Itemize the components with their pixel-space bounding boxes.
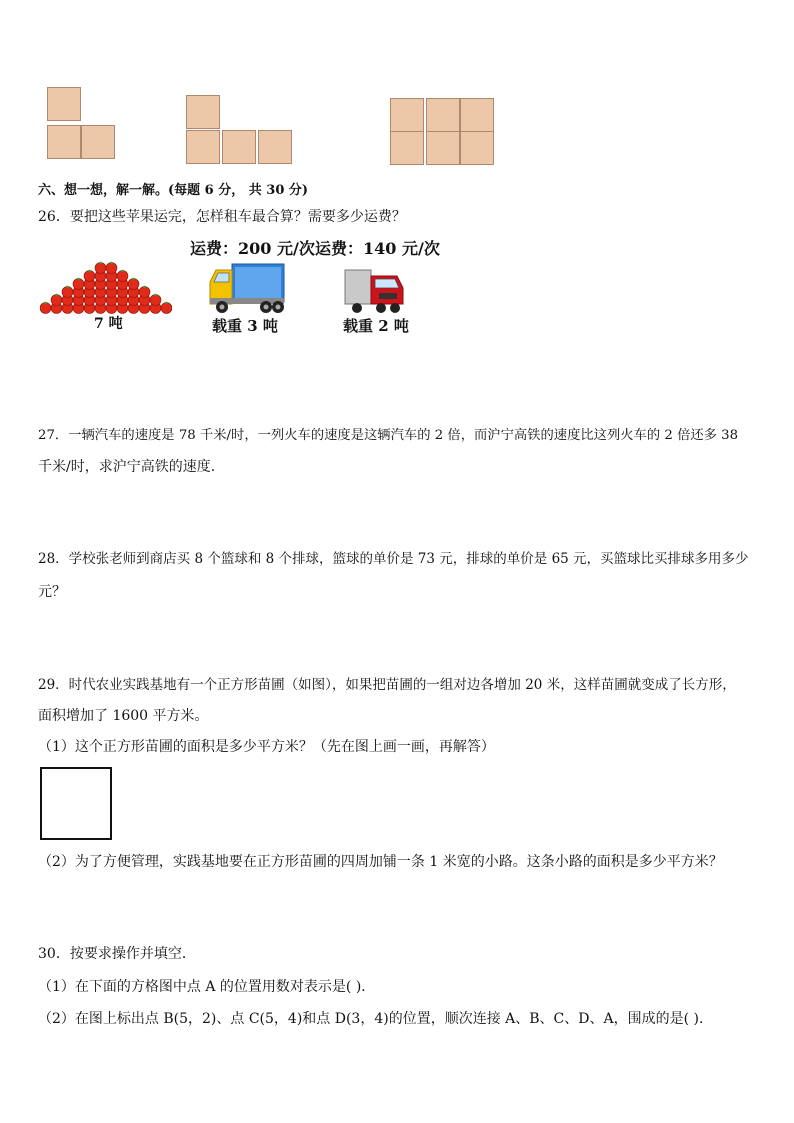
apple-leaf-icon [143, 286, 146, 289]
cube [186, 95, 220, 129]
truck-b-capacity-label: 载重 2 吨 [343, 317, 409, 335]
apples-weight-label: 7 吨 [94, 316, 123, 332]
cube [390, 131, 424, 165]
red-truck-image [343, 266, 407, 316]
truck-a-capacity-label: 载重 3 吨 [212, 317, 278, 335]
apple-leaf-icon [66, 286, 69, 289]
cube [460, 131, 494, 165]
apple-leaf-icon [154, 294, 157, 297]
question-28-line-1: 28．学校张老师到商店买 8 个篮球和 8 个排球，篮球的单价是 73 元，排球的单价是 65 元，买篮球比买排球多用多少 [38, 551, 749, 567]
yellow-truck-image [208, 262, 286, 317]
apple-leaf-icon [132, 278, 135, 281]
apple-leaf-icon [165, 302, 168, 305]
cube [186, 130, 220, 164]
question-30: 30．按要求操作并填空． [38, 946, 196, 962]
cube [222, 130, 256, 164]
question-27-line-1: 27．一辆汽车的速度是 78 千米/时，一列火车的速度是这辆汽车的 2 倍，而沪宁高铁的速度比这列火车的 2 倍还多 38 [38, 428, 739, 443]
question-26: 26．要把这些苹果运完，怎样租车最合算？需要多少运费？ [38, 209, 406, 225]
apple-pile-image [40, 258, 172, 314]
cube [47, 87, 81, 121]
apple-leaf-icon [99, 262, 102, 265]
fee-truck-b: 运费：140 元/次 [315, 239, 440, 258]
cube [258, 130, 292, 164]
apple-leaf-icon [44, 302, 47, 305]
cube [460, 98, 494, 132]
question-29-sub-1: （1）这个正方形苗圃的面积是多少平方米？（先在图上画一画，再解答） [38, 739, 495, 755]
cube [81, 125, 115, 159]
fee-truck-a: 运费：200 元/次 [190, 239, 315, 258]
cube [390, 98, 424, 132]
cube [47, 125, 81, 159]
apple-leaf-icon [110, 262, 113, 265]
square-nursery-figure [40, 767, 112, 840]
apple-leaf-icon [77, 278, 80, 281]
apple-leaf-icon [88, 270, 91, 273]
question-29-sub-2: （2）为了方便管理，实践基地要在正方形苗圃的四周加铺一条 1 米宽的小路。这条小路的面积是多少平方米？ [38, 854, 723, 870]
question-30-sub-2: （2）在图上标出点 B(5，2)、点 C(5，4)和点 D(3，4)的位置，顺次连接 A、B、C、D、A，围成的是( )． [38, 1011, 713, 1027]
apple-leaf-icon [55, 294, 58, 297]
question-28-line-2: 元？ [38, 584, 66, 600]
question-27-line-2: 千米/时，求沪宁高铁的速度． [38, 459, 225, 475]
question-30-sub-1: （1）在下面的方格图中点 A 的位置用数对表示是( )． [38, 979, 376, 995]
cube [426, 131, 460, 165]
question-29-line-2: 面积增加了 1600 平方米。 [38, 708, 209, 724]
question-29-line-1: 29．时代农业实践基地有一个正方形苗圃（如图），如果把苗圃的一组对边各增加 20 米，这样苗圃就变成了长方形， [38, 677, 736, 693]
section-heading: 六、想一想，解一解。(每题 6 分， 共 30 分) [38, 183, 309, 198]
cube [426, 98, 460, 132]
apple-leaf-icon [121, 270, 124, 273]
